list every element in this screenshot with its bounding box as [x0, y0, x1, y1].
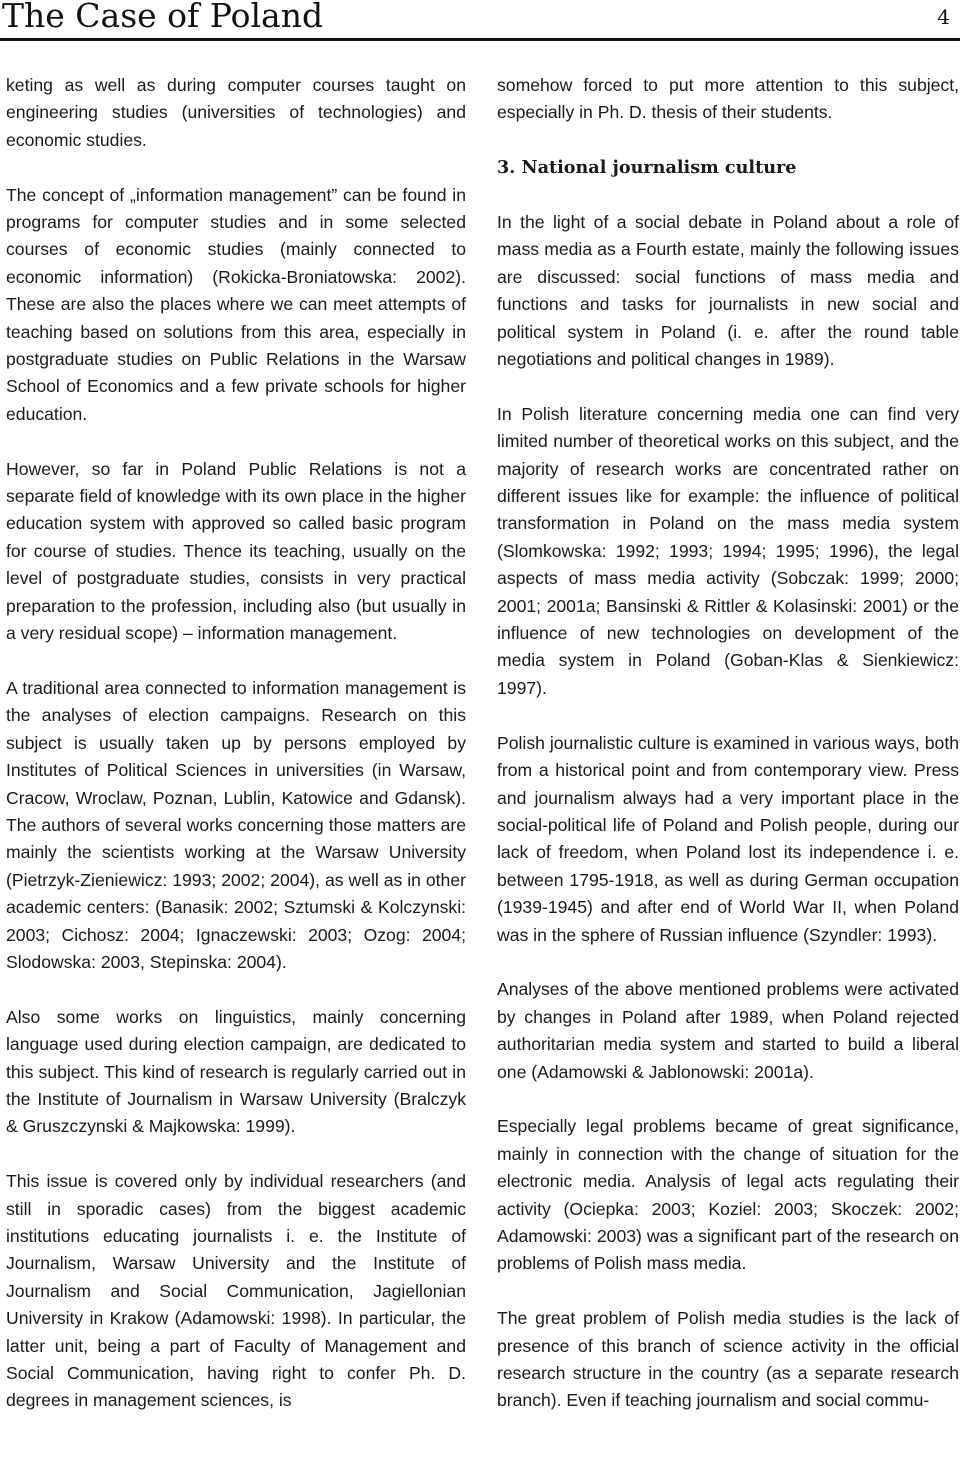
- left-column: [6, 72, 466, 1442]
- paragraph: However, so far in Poland Public Relations is not a separate field of knowledge with its own place in the higher education system with approved so called basic program for course of studies. Thence its teaching, usually on the level of postgraduate studies, consists in very practical preparation to the profession, including also (but usually in a very residual scope) – information management.: [6, 458, 466, 644]
- paragraph: Also some works on linguistics, mainly concerning language used during election campaign, are dedicated to this subject. This kind of research is regularly carried out in the Institute of Journalism in Warsaw University (Bralczyk & Gruszczynski & Majkowska: 1999).: [6, 1006, 466, 1137]
- paragraph: A traditional area connected to information management is the analyses of election campaigns. Research on this subject is usually taken up by persons employed by Institutes of Political Sciences in universities (in Warsaw, Cracow, Wroclaw, Poznan, Lublin, Katowice and Gdansk). The authors of several works concerning those matters are mainly the scientists working at the Warsaw University (Pietrzyk-Zieniewicz: 1993; 2002; 2004), as well as in other academic centers: (Banasik: 2002; Sztumski & Kolczynski: 2003; Cichosz: 2004; Ignaczewski: 2003; Ozog: 2004; Slodowska: 2003, Stepinska: 2004).: [6, 677, 466, 972]
- paragraph: Polish journalistic culture is examined in various ways, both from a historical point and from contemporary view. Press and journalism always had a very important place in the social-political life of Poland and Polish people, during our lack of freedom, when Poland lost its independence i. e. between 1795-1918, as well as during German occupation (1939-1945) and after end of World War II, when Poland was in the sphere of Russian influence (Szyndler: 1993).: [497, 732, 959, 945]
- paragraph: In Polish literature concerning media one can find very limited number of theoretical works on this subject, and the majority of research works are concentrated rather on different issues like for example: the influence of political transformation in Poland on the mass media system (Slomkowska: 1992; 1993; 1994; 1995; 1996), the legal aspects of mass media activity (Sobczak: 1999; 2000; 2001; 2001a; Bansinski & Rittler & Kolasinski: 2001) or the influence of new technologies on development of the media system in Poland (Goban-Klas & Sienkiewicz: 1997).: [497, 403, 959, 698]
- page-header: [0, 0, 960, 36]
- paragraph: In the light of a social debate in Poland about a role of mass media as a Fourth estate, mainly the following issues are discussed: social functions of mass media and functions and tasks for journalists in new social and political system in Poland (i. e. after the round table negotiations and political changes in 1989).: [497, 212, 959, 370]
- paragraph: The great problem of Polish media studies is the lack of presence of this branch of science activity in the official research structure in the country (as a separate research branch). Even if teaching journalism and social commu-: [497, 1308, 959, 1411]
- header-divider: [0, 38, 960, 41]
- paragraph: The concept of „information management” can be found in programs for computer studies and in some selected courses of economic studies (mainly connected to economic information) (Rokicka-Broniatowska: 2002). These are also the places where we can meet attempts of teaching based on solutions from this area, especially in postgraduate studies on Public Relations in the Warsaw School of Economics and a few private schools for higher education.: [6, 184, 466, 424]
- paragraph: Analyses of the above mentioned problems were activated by changes in Poland after 1989, when Poland rejected authoritarian media system and started to build a liberal one (Adamowski & Jablonowski: 2001a).: [497, 979, 959, 1082]
- section-heading: 3. National journalism culture: [497, 157, 797, 179]
- page-number: 4: [937, 5, 950, 29]
- paragraph: keting as well as during computer courses taught on engineering studies (universities of technologies) and economic studies.: [6, 75, 466, 150]
- running-title: The Case of Poland: [2, 0, 324, 35]
- paragraph: This issue is covered only by individual researchers (and still in sporadic cases) from the biggest academic institutions educating journalists i. e. the Institute of Journalism, Warsaw University and the Institute of Journalism and Social Communication, Jagiellonian University in Krakow (Adamowski: 1998). In particular, the latter unit, being a part of Faculty of Management and Social Communication, having right to confer Ph. D. degrees in management sciences, is: [6, 1171, 466, 1411]
- paragraph: somehow forced to put more attention to this subject, especially in Ph. D. thesis of their students.: [497, 75, 959, 123]
- paragraph: Especially legal problems became of great significance, mainly in connection with the change of situation for the electronic media. Analysis of legal acts regulating their activity (Ociepka: 2003; Koziel: 2003; Skoczek: 2002; Adamowski: 2003) was a significant part of the research on problems of Polish mass media.: [497, 1116, 959, 1274]
- right-column: [497, 72, 959, 1442]
